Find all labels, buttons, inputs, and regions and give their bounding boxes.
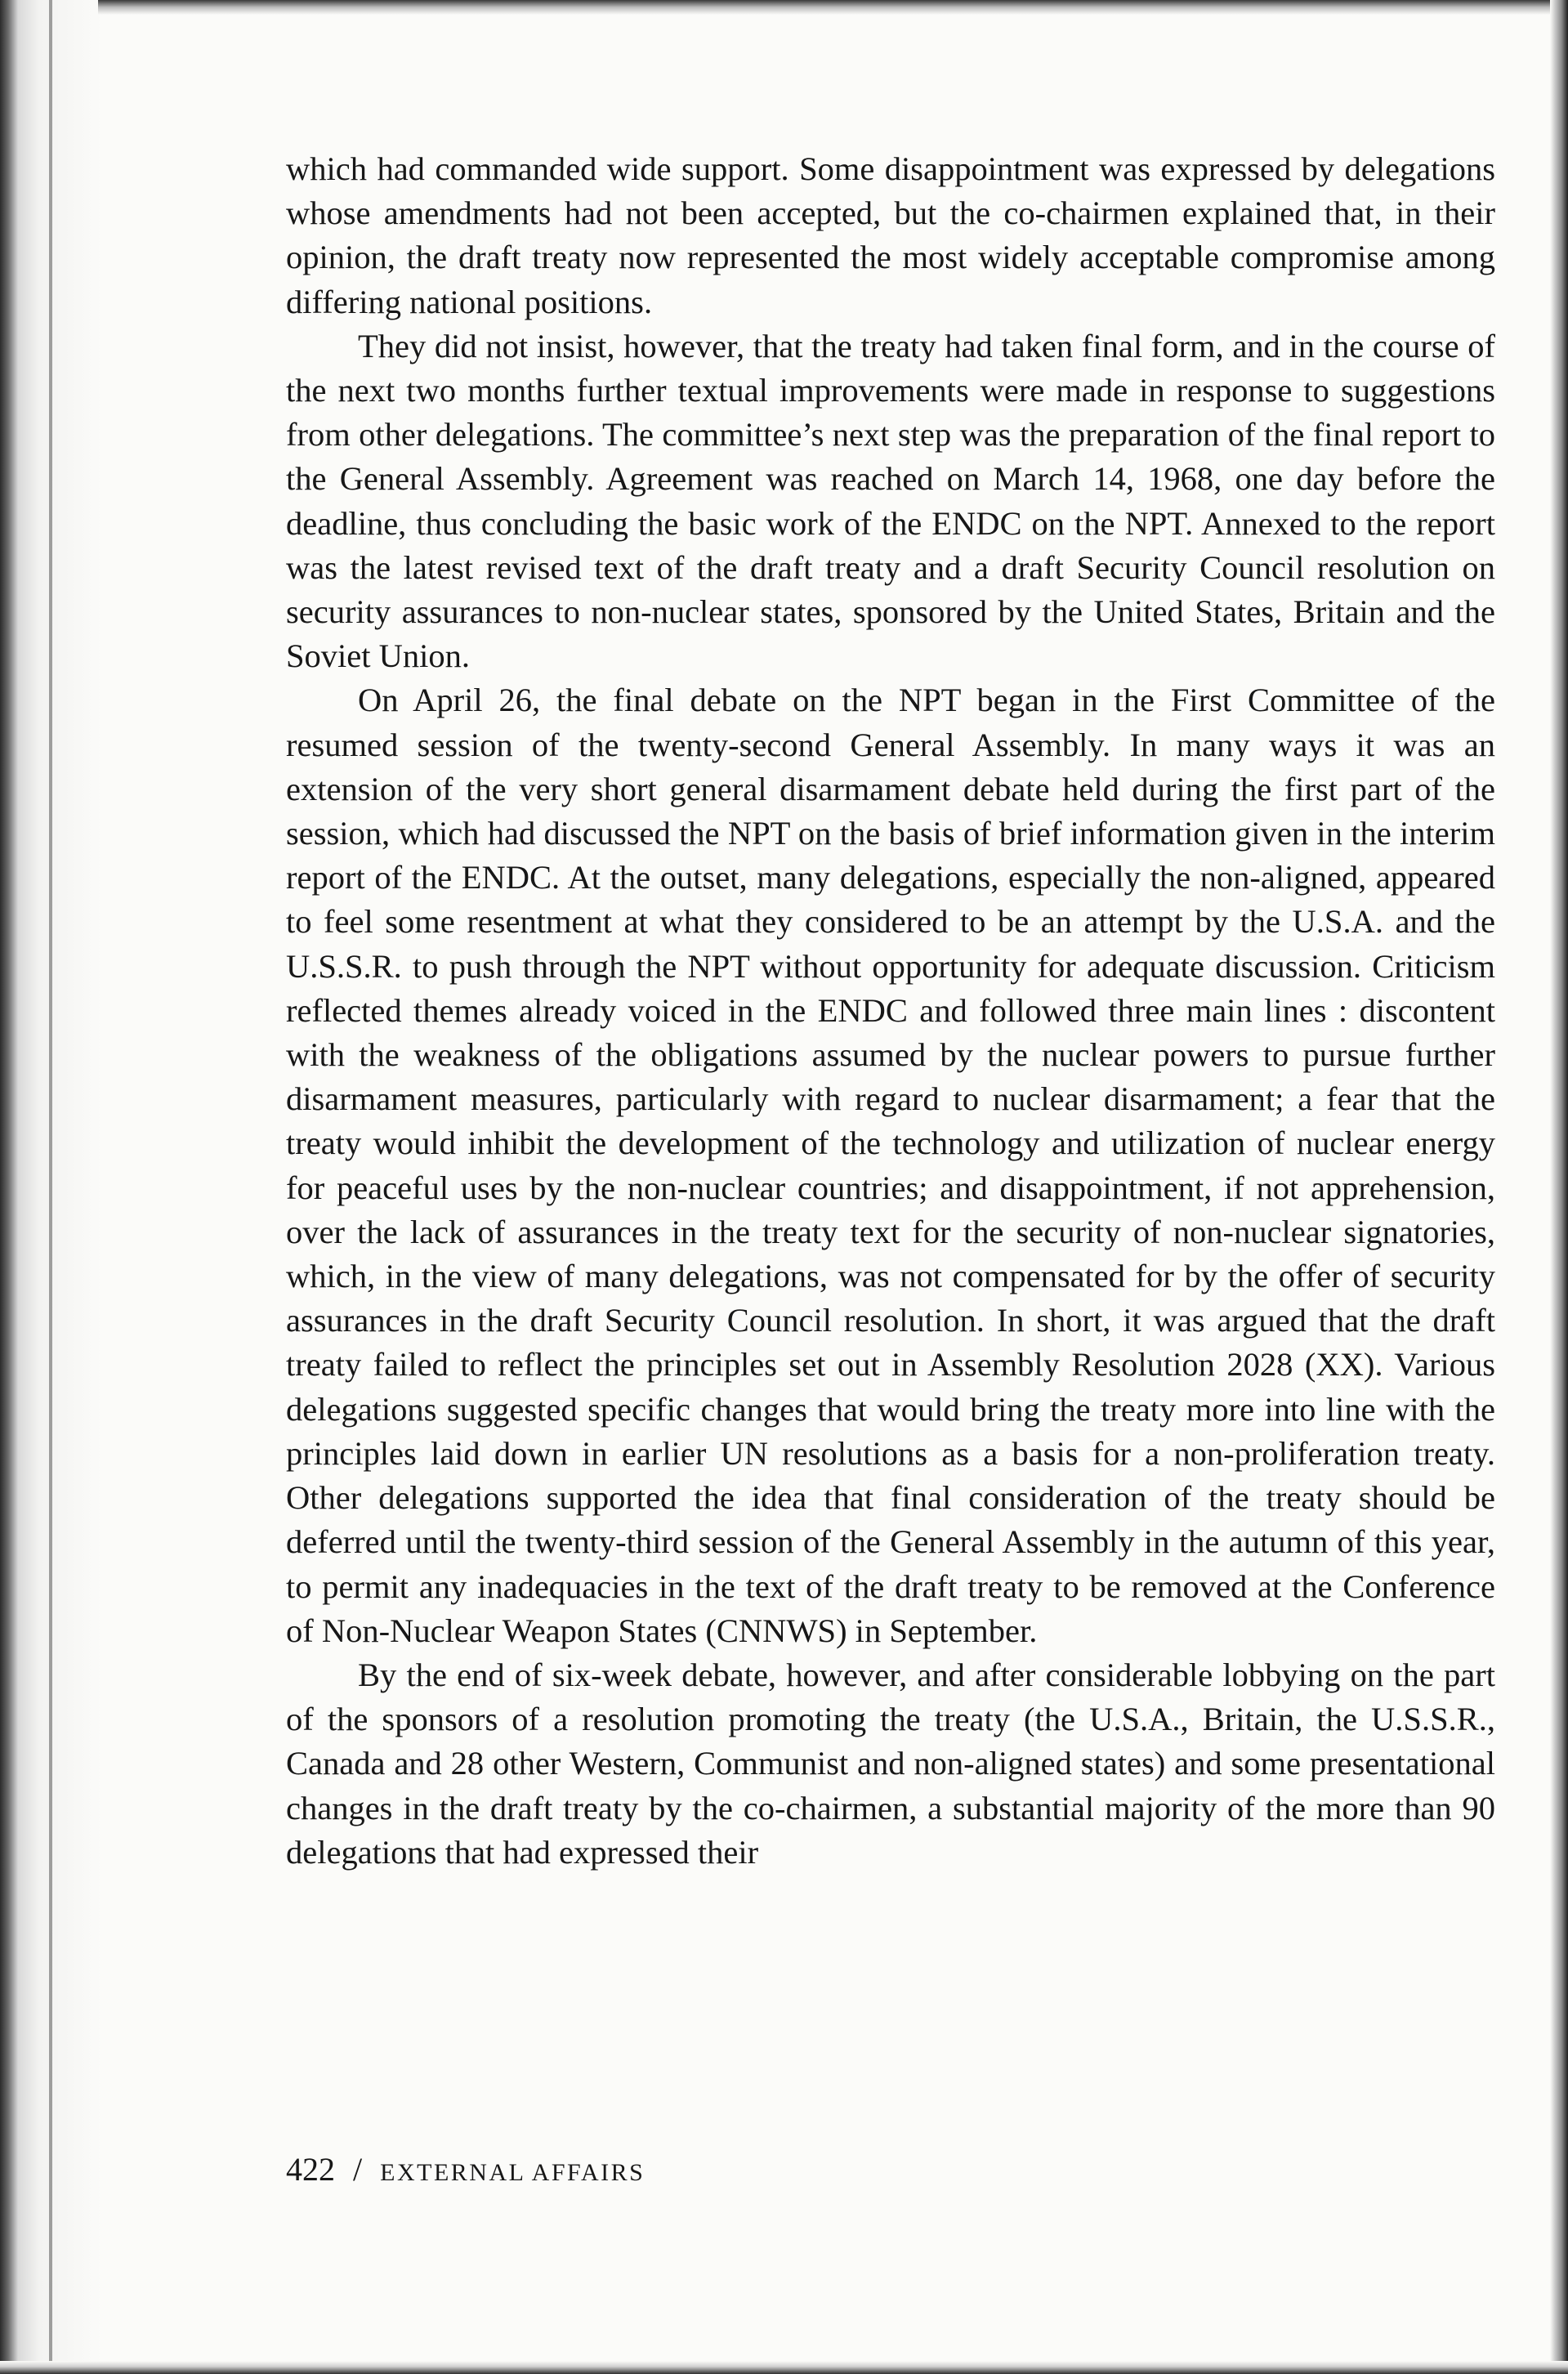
right-scan-edge <box>1550 0 1568 2374</box>
paragraph-1: which had commanded wide support. Some disappointment was expressed by delegations whose amendments had not been accepted, but the co-chairmen explained that, in their opinion, the draft treaty now represented the most widely acceptable compromise among differing national positions. <box>286 150 1495 320</box>
page-footer <box>286 2150 645 2188</box>
footer-separator: / <box>353 2151 363 2188</box>
top-scan-edge <box>98 0 1552 15</box>
bottom-scan-edge <box>0 2361 1568 2374</box>
page-number: 422 <box>286 2151 335 2188</box>
paragraph-4: By the end of six-week debate, however, and after considerable lobbying on the part of the sponsors of a resolution promoting the treaty (the U.S.A., Britain, the U.S.S.R., Canada and 28 other Western, Communist and non-aligned states) and some presentational changes in the draft treaty by the co-chairmen, a substantial majority of the more than 90 delegations that had expressed their <box>286 1656 1495 1871</box>
paragraph-3: On April 26, the final debate on the NPT began in the First Committee of the resumed session of the twenty-second General Assembly. In many ways it was an extension of the very short general disarmament debate held during the first part of the session, which had discussed the NPT on the basis of brief information given in the interim report of the ENDC. At the outset, many delegations, especially the non-aligned, appeared to feel some resentment at what they considered to be an attempt by the U.S.A. and the U.S.S.R. to push through the NPT without opportunity for adequate discussion. Criticism reflected themes already voiced in the ENDC and followed three main lines : discontent with the weakness of the obligations assumed by the nuclear powers to pursue further disarmament measures, particularly with regard to nuclear disarmament; a fear that the treaty would inhibit the development of the technology and utilization of nuclear energy for peaceful uses by the non-nuclear countries; and disappointment, if not apprehension, over the lack of assurances in the treaty text for the security of non-nuclear signatories, which, in the view of many delegations, was not compensated for by the offer of security assurances in the draft Security Council resolution. In short, it was argued that the draft treaty failed to reflect the principles set out in Assembly Resolution 2028 (XX). Various delegations suggested specific changes that would bring the treaty more into line with the principles laid down in earlier UN resolutions as a basis for a non-proliferation treaty. Other delegations supported the idea that final consideration of the treaty should be deferred until the twenty-third session of the General Assembly in the autumn of this year, to permit any inadequacies in the text of the draft treaty to be removed at the Conference of Non-Nuclear Weapon States (CNNWS) in September. <box>286 682 1495 1649</box>
paragraph-2: They did not insist, however, that the treaty had taken final form, and in the course of the next two months further textual improvements were made in response to suggestions from other delegations. The committee’s next step was the preparation of the final report to the General Assembly. Agreement was reached on March 14, 1968, one day before the deadline, thus concluding the basic work of the ENDC on the NPT. Annexed to the report was the latest revised text of the draft treaty and a draft Security Council resolution on security assurances to non-nuclear states, sponsored by the United States, Britain and the Soviet Union. <box>286 327 1495 675</box>
journal-title: EXTERNAL AFFAIRS <box>380 2159 646 2186</box>
body-text <box>286 147 1495 1875</box>
binding-line <box>49 0 52 2374</box>
